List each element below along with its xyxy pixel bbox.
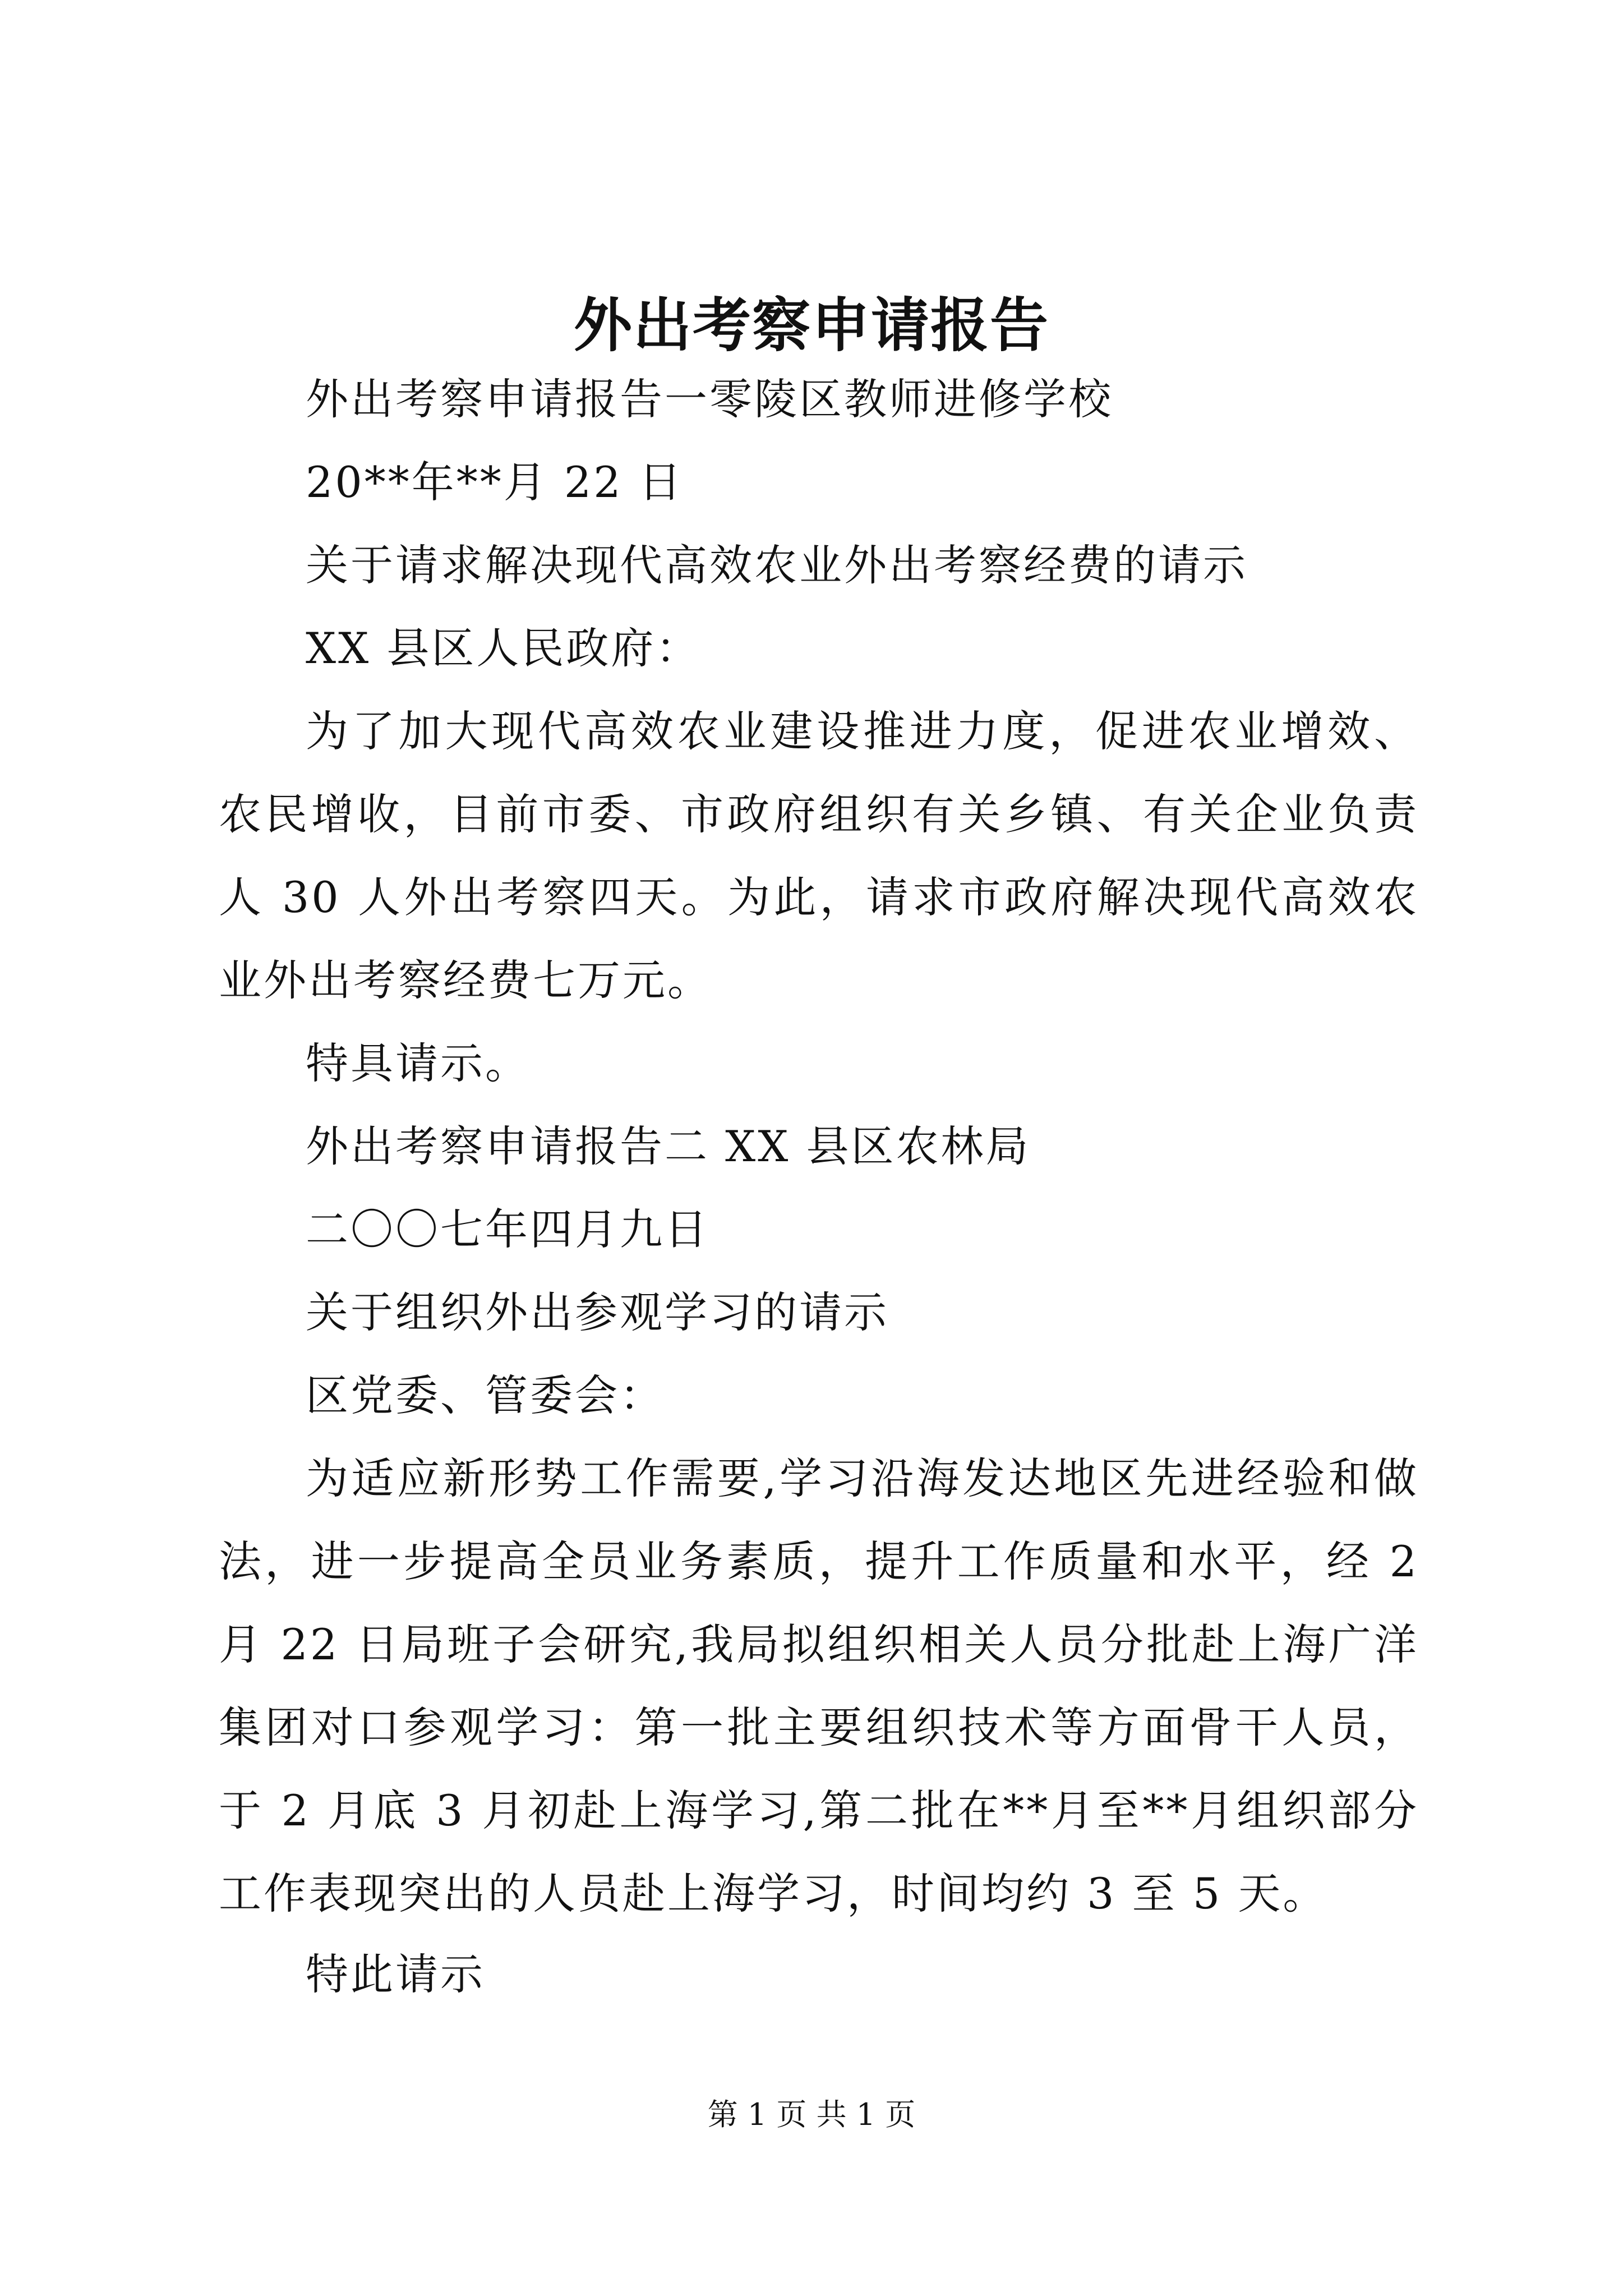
report-one-subject: 关于请求解决现代高效农业外出考察经费的请示	[306, 540, 1248, 590]
report-one-body: 为了加大现代高效农业建设推进力度，促进农业增效、农民增收，目前市委、市政府组织有关乡镇、有关企业负责人 30 人外出考察四天。为此，请求市政府解决现代高效农业外出考察经费七万元。	[219, 706, 1419, 1005]
report-two-body: 为适应新形势工作需要,学习沿海发达地区先进经验和做法，进一步提高全员业务素质，提升工作质量和水平，经 2 月 22 日局班子会研究,我局拟组织相关人员分批赴上海广洋集团对口参观学习：第一批主要组织技术等方面骨干人员，于 2 月底 3 月初赴上海学习,第二批在**月至**月组织部分工作表现突出的人员赴上海学习，时间均约 3 至 5 天。	[219, 1453, 1419, 1918]
report-two-date: 二〇〇七年四月九日	[306, 1204, 709, 1254]
page-footer: 第 1 页 共 1 页	[707, 2097, 916, 2132]
report-two-addressee: 区党委、管委会：	[306, 1370, 665, 1420]
report-one-closing: 特具请示。	[306, 1038, 530, 1088]
report-one-date: 20**年**月 22 日	[306, 457, 684, 507]
report-two-closing: 特此请示	[306, 1949, 485, 1999]
report-one-addressee: XX 县区人民政府：	[306, 623, 701, 673]
report-two-subject: 关于组织外出参观学习的请示	[306, 1287, 889, 1337]
report-two-heading: 外出考察申请报告二 XX 县区农林局	[306, 1121, 1031, 1171]
report-one-heading: 外出考察申请报告一零陵区教师进修学校	[306, 374, 1113, 424]
document-title: 外出考察申请报告	[573, 291, 1049, 360]
